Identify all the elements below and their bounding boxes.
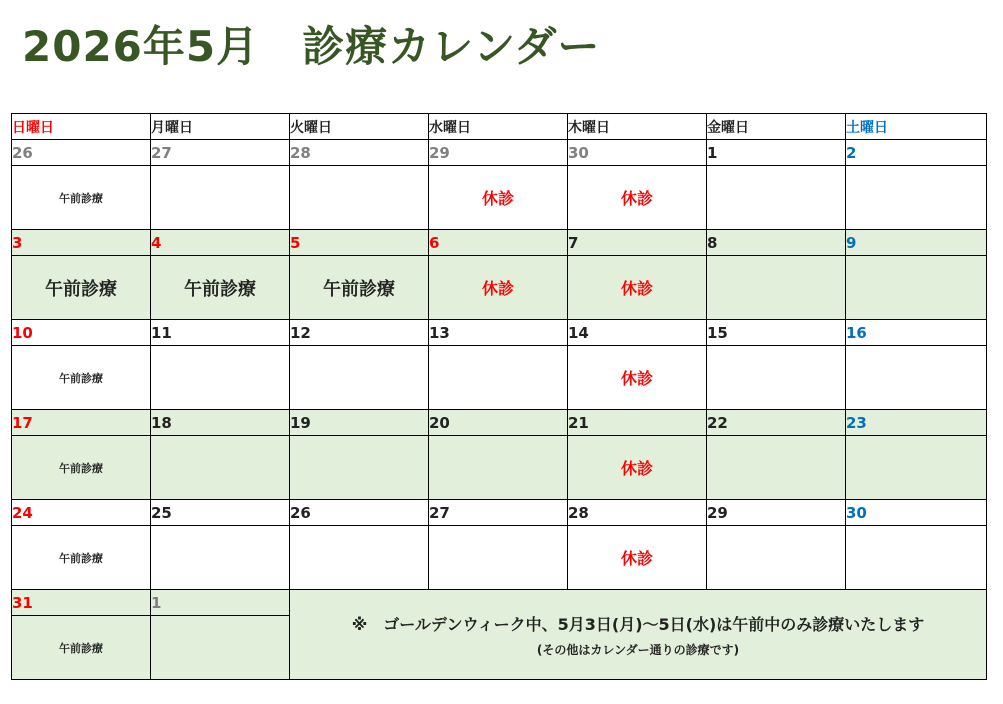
holiday-note-sub: (その他はカレンダー通りの診療です)	[536, 642, 740, 657]
status-cell	[151, 436, 290, 500]
status-cell	[151, 346, 290, 410]
status-cell	[290, 526, 429, 590]
date-cell: 4	[151, 230, 290, 256]
date-cell: 9	[846, 230, 987, 256]
weekday-friday: 金曜日	[707, 114, 846, 140]
status-cell	[151, 166, 290, 230]
status-cell	[290, 346, 429, 410]
status-cell	[846, 166, 987, 230]
status-cell	[707, 256, 846, 320]
date-cell: 23	[846, 410, 987, 436]
date-cell: 2	[846, 140, 987, 166]
week-2-status-row	[12, 256, 987, 320]
date-cell: 26	[12, 140, 151, 166]
date-cell: 10	[12, 320, 151, 346]
holiday-note	[290, 590, 987, 680]
status-cell	[290, 436, 429, 500]
date-cell: 6	[429, 230, 568, 256]
status-closed: 休診	[568, 526, 707, 590]
status-morning-only: 午前診療	[12, 256, 151, 320]
status-cell	[846, 256, 987, 320]
date-cell: 30	[568, 140, 707, 166]
week-5-date-row	[12, 500, 987, 526]
status-morning-only: 午前診療	[290, 256, 429, 320]
status-cell	[707, 436, 846, 500]
date-cell: 25	[151, 500, 290, 526]
weekday-sunday: 日曜日	[12, 114, 151, 140]
status-cell	[429, 526, 568, 590]
status-closed: 休診	[429, 256, 568, 320]
status-closed: 休診	[429, 166, 568, 230]
status-cell	[707, 526, 846, 590]
date-cell: 28	[290, 140, 429, 166]
status-morning-only: 午前診療	[12, 616, 151, 680]
date-cell: 21	[568, 410, 707, 436]
status-cell	[290, 166, 429, 230]
status-cell	[151, 616, 290, 680]
date-cell: 3	[12, 230, 151, 256]
status-closed: 休診	[568, 346, 707, 410]
date-cell: 27	[151, 140, 290, 166]
date-cell: 17	[12, 410, 151, 436]
date-cell: 5	[290, 230, 429, 256]
status-closed: 休診	[568, 436, 707, 500]
weekday-header-row	[12, 114, 987, 140]
week-3-date-row	[12, 320, 987, 346]
status-cell	[707, 346, 846, 410]
week-6-date-row	[12, 590, 987, 616]
weekday-saturday: 土曜日	[846, 114, 987, 140]
date-cell: 11	[151, 320, 290, 346]
status-morning-only: 午前診療	[151, 256, 290, 320]
date-cell: 1	[151, 590, 290, 616]
date-cell: 16	[846, 320, 987, 346]
weekday-thursday: 木曜日	[568, 114, 707, 140]
date-cell: 13	[429, 320, 568, 346]
date-cell: 1	[707, 140, 846, 166]
page-title: 2026年5月 診療カレンダー	[22, 22, 601, 71]
weekday-wednesday: 水曜日	[429, 114, 568, 140]
weekday-tuesday: 火曜日	[290, 114, 429, 140]
date-cell: 18	[151, 410, 290, 436]
status-closed: 休診	[568, 166, 707, 230]
week-4-date-row	[12, 410, 987, 436]
week-4-status-row	[12, 436, 987, 500]
status-cell	[151, 526, 290, 590]
date-cell: 27	[429, 500, 568, 526]
status-cell	[429, 346, 568, 410]
week-1-status-row	[12, 166, 987, 230]
status-cell	[707, 166, 846, 230]
status-morning-only: 午前診療	[12, 526, 151, 590]
date-cell: 29	[429, 140, 568, 166]
calendar-table	[11, 113, 987, 680]
status-closed: 休診	[568, 256, 707, 320]
week-1-date-row	[12, 140, 987, 166]
date-cell: 12	[290, 320, 429, 346]
weekday-monday: 月曜日	[151, 114, 290, 140]
date-cell: 20	[429, 410, 568, 436]
date-cell: 28	[568, 500, 707, 526]
status-morning-only: 午前診療	[12, 166, 151, 230]
holiday-note-main: ※ ゴールデンウィーク中、5月3日(月)～5日(水)は午前中のみ診療いたします	[351, 614, 925, 634]
status-morning-only: 午前診療	[12, 436, 151, 500]
week-2-date-row	[12, 230, 987, 256]
status-cell	[846, 436, 987, 500]
date-cell: 8	[707, 230, 846, 256]
date-cell: 30	[846, 500, 987, 526]
date-cell: 29	[707, 500, 846, 526]
date-cell: 14	[568, 320, 707, 346]
date-cell: 22	[707, 410, 846, 436]
week-5-status-row	[12, 526, 987, 590]
date-cell: 24	[12, 500, 151, 526]
status-cell	[846, 346, 987, 410]
date-cell: 26	[290, 500, 429, 526]
status-morning-only: 午前診療	[12, 346, 151, 410]
status-cell	[846, 526, 987, 590]
date-cell: 15	[707, 320, 846, 346]
date-cell: 7	[568, 230, 707, 256]
status-cell	[429, 436, 568, 500]
date-cell: 31	[12, 590, 151, 616]
week-3-status-row	[12, 346, 987, 410]
date-cell: 19	[290, 410, 429, 436]
